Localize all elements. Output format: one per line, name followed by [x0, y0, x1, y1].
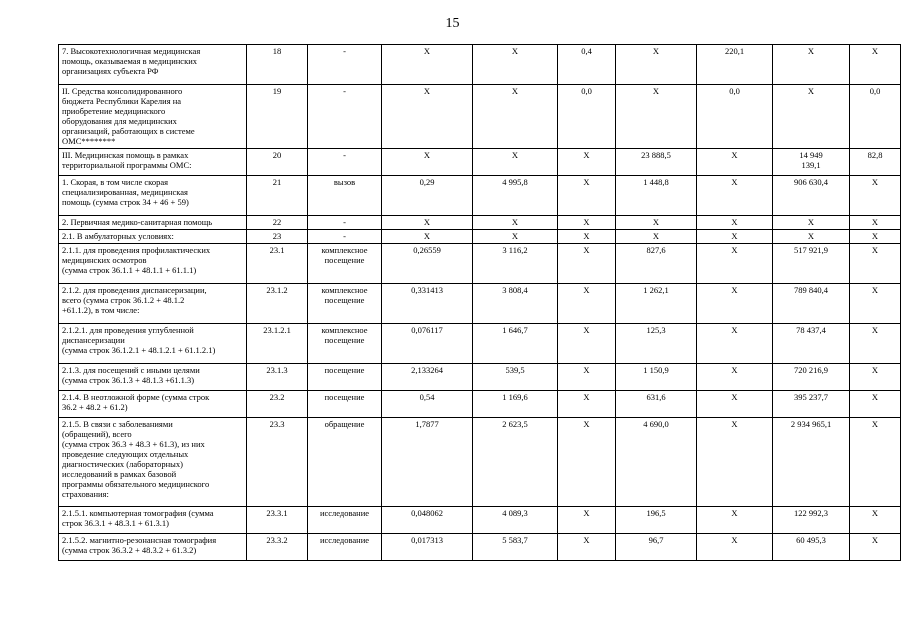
row-name: 2. Первичная медико-санитарная помощь: [59, 216, 247, 230]
row-unit: посещение: [308, 391, 382, 418]
cell-col5: X: [558, 244, 616, 284]
row-name: 2.1.4. В неотложной форме (сумма строк 36.2 + 48.2 + 61.2): [59, 391, 247, 418]
row-unit: -: [308, 149, 382, 176]
cell-col8: 517 921,9: [773, 244, 850, 284]
cell-col7: X: [697, 244, 773, 284]
row-name: 2.1.2.1. для проведения углубленной диспансеризации (сумма строк 36.1.2.1 + 48.1.2.1 + 61.1.2.1): [59, 324, 247, 364]
page-number: 15: [445, 16, 460, 31]
table-row: [59, 284, 901, 324]
cell-col5: X: [558, 534, 616, 561]
row-code: 22: [247, 216, 308, 230]
cell-col4: 3 808,4: [473, 284, 558, 324]
cell-col4: 1 169,6: [473, 391, 558, 418]
row-unit: комплексное посещение: [308, 284, 382, 324]
table-row: [59, 418, 901, 507]
row-code: 20: [247, 149, 308, 176]
cell-col5: X: [558, 176, 616, 216]
cell-col5: X: [558, 324, 616, 364]
cell-col9: 0,0: [850, 85, 901, 149]
row-unit: комплексное посещение: [308, 324, 382, 364]
table-row: [59, 244, 901, 284]
cell-col8: 2 934 965,1: [773, 418, 850, 507]
cell-col6: 96,7: [616, 534, 697, 561]
cell-col6: X: [616, 85, 697, 149]
row-unit: -: [308, 85, 382, 149]
row-code: 23.2: [247, 391, 308, 418]
row-unit: -: [308, 45, 382, 85]
cell-col7: X: [697, 176, 773, 216]
row-unit: обращение: [308, 418, 382, 507]
cell-col4: X: [473, 45, 558, 85]
cell-col5: X: [558, 418, 616, 507]
cell-col3: 0,048062: [382, 507, 473, 534]
cell-col6: X: [616, 45, 697, 85]
cell-col9: X: [850, 324, 901, 364]
cell-col8: X: [773, 230, 850, 244]
cell-col9: X: [850, 391, 901, 418]
cell-col3: 0,331413: [382, 284, 473, 324]
row-code: 23.1: [247, 244, 308, 284]
cell-col4: 4 995,8: [473, 176, 558, 216]
cell-col7: X: [697, 216, 773, 230]
cell-col5: X: [558, 230, 616, 244]
table-row: [59, 507, 901, 534]
cell-col4: 539,5: [473, 364, 558, 391]
row-code: 23.3: [247, 418, 308, 507]
row-unit: посещение: [308, 364, 382, 391]
cell-col6: 631,6: [616, 391, 697, 418]
row-code: 23.1.3: [247, 364, 308, 391]
cell-col6: X: [616, 216, 697, 230]
cell-col3: 0,017313: [382, 534, 473, 561]
cell-col4: X: [473, 230, 558, 244]
cell-col9: X: [850, 507, 901, 534]
row-code: 19: [247, 85, 308, 149]
cell-col3: 0,54: [382, 391, 473, 418]
cell-col6: 125,3: [616, 324, 697, 364]
row-name: 2.1.2. для проведения диспансеризации, всего (сумма строк 36.1.2 + 48.1.2 +61.1.2), в том числе:: [59, 284, 247, 324]
cell-col6: X: [616, 230, 697, 244]
cell-col8: 78 437,4: [773, 324, 850, 364]
cell-col9: X: [850, 284, 901, 324]
cell-col3: 2,133264: [382, 364, 473, 391]
cell-col4: X: [473, 149, 558, 176]
cell-col5: X: [558, 149, 616, 176]
cell-col3: 0,29: [382, 176, 473, 216]
cell-col9: X: [850, 230, 901, 244]
row-code: 21: [247, 176, 308, 216]
cell-col5: X: [558, 216, 616, 230]
row-name: III. Медицинская помощь в рамках территориальной программы ОМС:: [59, 149, 247, 176]
cell-col8: 122 992,3: [773, 507, 850, 534]
row-name: 2.1. В амбулаторных условиях:: [59, 230, 247, 244]
cell-col7: 0,0: [697, 85, 773, 149]
cell-col6: 1 150,9: [616, 364, 697, 391]
row-code: 23.1.2.1: [247, 324, 308, 364]
row-name: 2.1.3. для посещений с иными целями (сумма строк 36.1.3 + 48.1.3 +61.1.3): [59, 364, 247, 391]
cell-col4: X: [473, 216, 558, 230]
cell-col5: X: [558, 391, 616, 418]
cell-col3: X: [382, 149, 473, 176]
cell-col7: X: [697, 324, 773, 364]
row-name: 2.1.5.2. магнитно-резонансная томография (сумма строк 36.3.2 + 48.3.2 + 61.3.2): [59, 534, 247, 561]
cell-col8: 720 216,9: [773, 364, 850, 391]
cell-col9: X: [850, 176, 901, 216]
cell-col8: 789 840,4: [773, 284, 850, 324]
row-name: 2.1.1. для проведения профилактических медицинских осмотров (сумма строк 36.1.1 + 48.1.1 + 61.1.1): [59, 244, 247, 284]
cell-col3: 0,076117: [382, 324, 473, 364]
row-code: 23.3.2: [247, 534, 308, 561]
cell-col7: X: [697, 507, 773, 534]
table-row: [59, 85, 901, 149]
cell-col5: X: [558, 284, 616, 324]
cell-col9: X: [850, 45, 901, 85]
cell-col4: 3 116,2: [473, 244, 558, 284]
cell-col4: X: [473, 85, 558, 149]
table-row: [59, 364, 901, 391]
cell-col6: 4 690,0: [616, 418, 697, 507]
cell-col8: 906 630,4: [773, 176, 850, 216]
cell-col9: X: [850, 216, 901, 230]
cell-col8: 60 495,3: [773, 534, 850, 561]
cell-col4: 2 623,5: [473, 418, 558, 507]
cell-col3: 0,26559: [382, 244, 473, 284]
row-code: 23.3.1: [247, 507, 308, 534]
cell-col5: X: [558, 507, 616, 534]
row-name: 1. Скорая, в том числе скорая специализированная, медицинская помощь (сумма строк 34 + 46 + 59): [59, 176, 247, 216]
row-unit: исследование: [308, 507, 382, 534]
row-unit: вызов: [308, 176, 382, 216]
cell-col6: 1 262,1: [616, 284, 697, 324]
cell-col7: 220,1: [697, 45, 773, 85]
cell-col4: 5 583,7: [473, 534, 558, 561]
cell-col7: X: [697, 230, 773, 244]
row-unit: -: [308, 230, 382, 244]
table-row: [59, 324, 901, 364]
cell-col9: X: [850, 244, 901, 284]
row-unit: исследование: [308, 534, 382, 561]
cell-col4: 1 646,7: [473, 324, 558, 364]
cell-col4: 4 089,3: [473, 507, 558, 534]
cell-col8: X: [773, 45, 850, 85]
row-unit: комплексное посещение: [308, 244, 382, 284]
cell-col7: X: [697, 364, 773, 391]
cell-col6: 23 888,5: [616, 149, 697, 176]
row-code: 18: [247, 45, 308, 85]
cell-col9: X: [850, 364, 901, 391]
cell-col7: X: [697, 391, 773, 418]
cell-col7: X: [697, 418, 773, 507]
cell-col9: X: [850, 418, 901, 507]
cell-col5: X: [558, 364, 616, 391]
cell-col3: 1,7877: [382, 418, 473, 507]
row-name: 2.1.5.1. компьютерная томография (сумма строк 36.3.1 + 48.3.1 + 61.3.1): [59, 507, 247, 534]
cell-col8: 14 949 139,1: [773, 149, 850, 176]
cell-col8: X: [773, 85, 850, 149]
table-row: [59, 534, 901, 561]
cell-col3: X: [382, 216, 473, 230]
cell-col5: 0,4: [558, 45, 616, 85]
row-name: II. Средства консолидированного бюджета Республики Карелия на приобретение медицинского оборудования для медицинских организаций, работающих в системе ОМС********: [59, 85, 247, 149]
program-table: [58, 44, 901, 561]
table-row: [59, 45, 901, 85]
cell-col8: 395 237,7: [773, 391, 850, 418]
cell-col9: 82,8: [850, 149, 901, 176]
cell-col8: X: [773, 216, 850, 230]
row-name: 7. Высокотехнологичная медицинская помощь, оказываемая в медицинских организациях субъекта РФ: [59, 45, 247, 85]
row-unit: -: [308, 216, 382, 230]
table-row: [59, 149, 901, 176]
cell-col7: X: [697, 534, 773, 561]
cell-col9: X: [850, 534, 901, 561]
table-row: [59, 176, 901, 216]
cell-col3: X: [382, 230, 473, 244]
table-row: [59, 216, 901, 230]
table-row: [59, 391, 901, 418]
row-code: 23: [247, 230, 308, 244]
cell-col7: X: [697, 149, 773, 176]
table-row: [59, 230, 901, 244]
cell-col7: X: [697, 284, 773, 324]
cell-col6: 1 448,8: [616, 176, 697, 216]
cell-col5: 0,0: [558, 85, 616, 149]
row-name: 2.1.5. В связи с заболеваниями (обращений), всего (сумма строк 36.3 + 48.3 + 61.3), из них проведение следующих отдельных диагностических (лабораторных) исследований в рамках базовой программы обязательного медицинского страхования:: [59, 418, 247, 507]
cell-col3: X: [382, 85, 473, 149]
row-code: 23.1.2: [247, 284, 308, 324]
cell-col6: 827,6: [616, 244, 697, 284]
cell-col3: X: [382, 45, 473, 85]
cell-col6: 196,5: [616, 507, 697, 534]
